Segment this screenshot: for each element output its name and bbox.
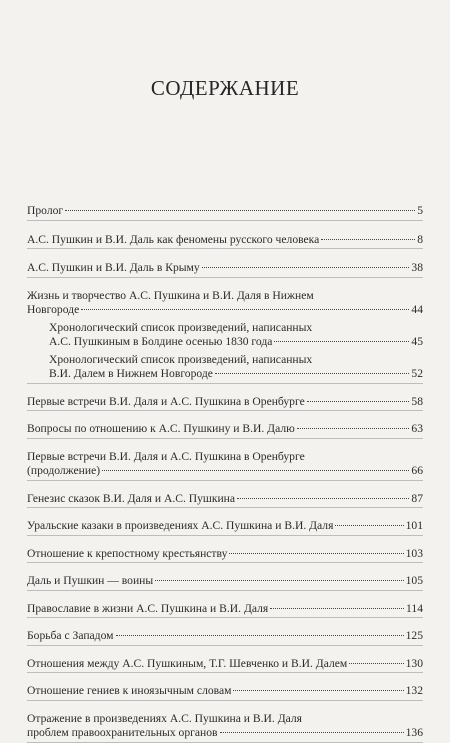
toc-entry-title-line: Отражение в произведениях А.С. Пушкина и В.И. Даля	[27, 711, 302, 725]
leader-dots	[155, 579, 403, 581]
toc-entry	[27, 574, 423, 591]
leader-dots	[229, 552, 403, 554]
leader-dots	[220, 731, 404, 733]
leader-dots	[335, 524, 403, 526]
toc-entry	[27, 395, 423, 412]
leader-dots	[233, 689, 403, 691]
table-of-contents	[27, 204, 423, 743]
toc-entry-title: А.С. Пушкиным в Болдине осенью 1830 года	[49, 335, 273, 348]
leader-dots	[274, 340, 409, 342]
toc-page-number: 105	[405, 574, 423, 587]
toc-page-number: 114	[406, 601, 423, 615]
leader-dots	[102, 469, 409, 471]
toc-page-number: 87	[411, 491, 423, 505]
toc-entry	[27, 629, 423, 646]
leader-dots	[270, 607, 404, 609]
toc-entry	[27, 233, 423, 250]
toc-entry	[27, 204, 423, 221]
toc-page-number: 52	[411, 367, 423, 380]
toc-entry-title-line: Первые встречи В.И. Даля и А.С. Пушкина в Оренбурге	[27, 449, 305, 463]
toc-entry-title: Отношение к крепостному крестьянству	[27, 546, 228, 560]
toc-entry-title: Генезис сказок В.И. Даля и А.С. Пушкина	[27, 491, 236, 505]
toc-page-number: 5	[417, 204, 423, 217]
leader-dots	[321, 238, 415, 240]
toc-page-number: 125	[405, 629, 423, 642]
toc-entry	[27, 712, 423, 743]
toc-entry	[27, 547, 423, 564]
toc-page-number: 44	[411, 303, 423, 316]
toc-entry-title: В.И. Далем в Нижнем Новгороде	[49, 367, 213, 380]
leader-dots	[116, 634, 404, 636]
toc-entry-title: Новгороде	[27, 303, 80, 316]
toc-subentry	[27, 321, 423, 350]
toc-entry-title: Борьба с Западом	[27, 629, 114, 642]
toc-page-number: 8	[417, 232, 423, 246]
leader-dots	[215, 372, 410, 374]
toc-entry	[27, 657, 423, 674]
toc-page-number: 101	[405, 519, 423, 532]
toc-page-number: 66	[411, 464, 423, 477]
toc-entry-title: А.С. Пушкин и В.И. Даль как феномены русского человека	[27, 232, 320, 246]
leader-dots	[65, 209, 415, 211]
toc-entry-title: А.С. Пушкин и В.И. Даль в Крыму	[27, 261, 200, 274]
leader-dots	[297, 427, 410, 429]
toc-page-number: 103	[405, 546, 423, 560]
toc-entry-title: Уральские казаки в произведениях А.С. Пушкина и В.И. Даля	[27, 519, 334, 532]
toc-entry-title-line: Жизнь и творчество А.С. Пушкина и В.И. Даля в Нижнем	[27, 288, 314, 302]
toc-page-number: 63	[411, 422, 423, 435]
toc-entry-title-line: Хронологический список произведений, написанных	[49, 320, 313, 334]
toc-entry-title: Отношение гениев к иноязычным словам	[27, 684, 232, 697]
toc-page-number: 45	[411, 335, 423, 348]
toc-entry-title: Православие в жизни А.С. Пушкина и В.И. Даля	[27, 601, 269, 615]
toc-entry	[27, 602, 423, 619]
toc-page-number: 132	[405, 684, 423, 697]
toc-page-number: 58	[411, 394, 423, 408]
leader-dots	[81, 308, 409, 310]
toc-entry-title: Отношения между А.С. Пушкиным, Т.Г. Шевченко и В.И. Далем	[27, 656, 348, 670]
toc-entry-title-line: Хронологический список произведений, написанных	[49, 352, 313, 366]
toc-entry-title: Пролог	[27, 204, 64, 217]
toc-entry-title: Вопросы по отношению к А.С. Пушкину и В.И. Далю	[27, 422, 295, 435]
toc-page-number: 136	[405, 726, 423, 739]
toc-entry	[27, 422, 423, 439]
toc-entry	[27, 261, 423, 278]
toc-page-number: 130	[405, 656, 423, 670]
toc-entry-title: Первые встречи В.И. Даля и А.С. Пушкина в Оренбурге	[27, 394, 305, 408]
page-title: СОДЕРЖАНИЕ	[150, 76, 300, 100]
toc-page-number: 38	[411, 261, 423, 274]
toc-entry	[27, 492, 423, 509]
toc-entry	[27, 450, 423, 481]
toc-entry-title: (продолжение)	[27, 464, 101, 477]
leader-dots	[349, 662, 403, 664]
toc-entry-title: проблем правоохранительных органов	[27, 726, 218, 739]
toc-entry	[27, 519, 423, 536]
toc-entry	[27, 684, 423, 701]
leader-dots	[202, 266, 410, 268]
toc-subentry	[27, 353, 423, 384]
leader-dots	[307, 400, 410, 402]
leader-dots	[237, 497, 409, 499]
toc-entry-title: Даль и Пушкин — воины	[27, 574, 154, 587]
toc-entry	[27, 289, 423, 318]
